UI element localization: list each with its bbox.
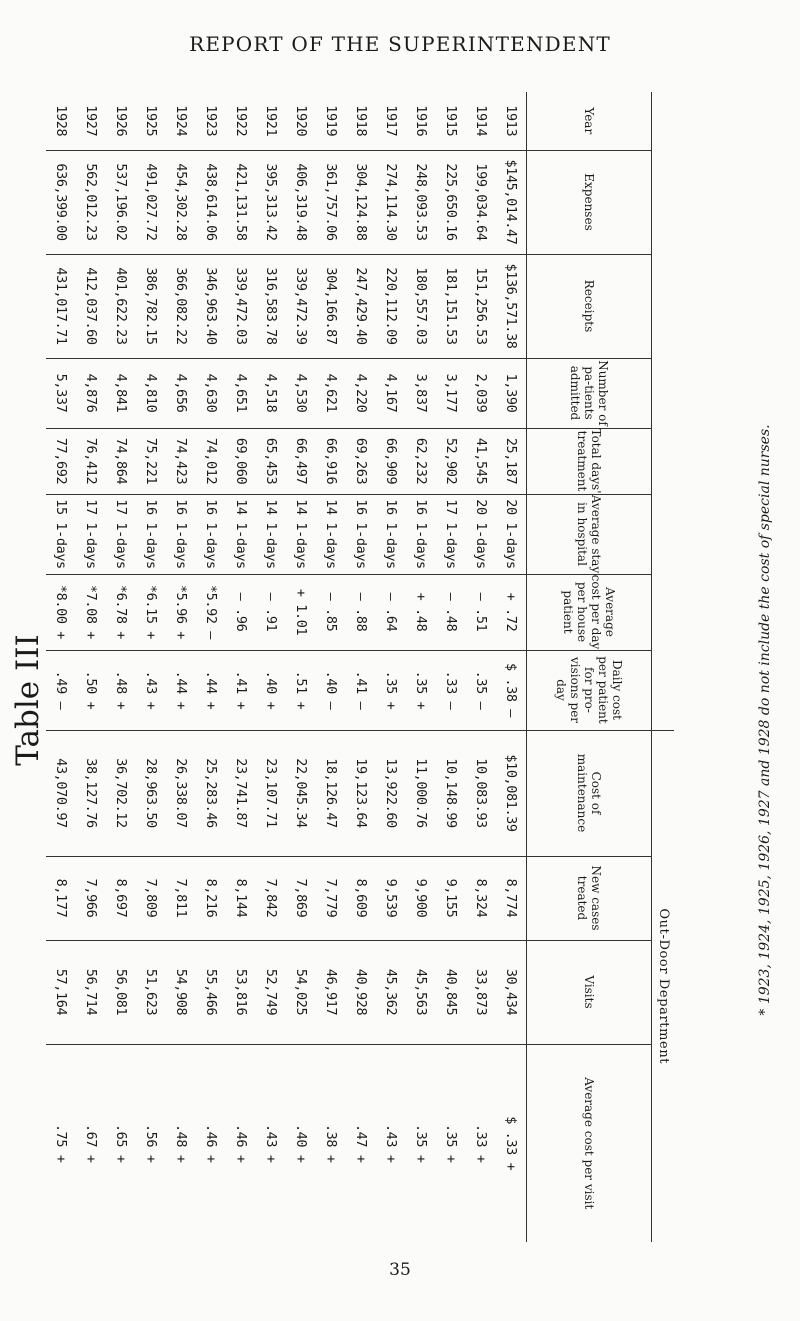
table-row (166, 92, 196, 1242)
table-row (76, 92, 106, 1242)
cell-stay: 16 1-days (166, 494, 196, 574)
cell-stay: 16 1-days (376, 494, 406, 574)
cell-patients: 4,621 (316, 358, 346, 428)
cell-expenses: 304,124.88 (346, 150, 376, 254)
cell-receipts: 180,557.03 (406, 254, 436, 358)
cell-per-visit: .67 + (76, 1044, 106, 1242)
cell-stay: 15 1-days (46, 494, 76, 574)
report-header: REPORT OF THE SUPERINTENDENT (189, 32, 611, 56)
table-row (466, 92, 496, 1242)
cell-visits: 52,749 (256, 940, 286, 1044)
cell-visits: 54,025 (286, 940, 316, 1044)
cell-patients: 1,390 (496, 358, 527, 428)
cell-receipts: 316,583.78 (256, 254, 286, 358)
cell-receipts: 247,429.40 (346, 254, 376, 358)
cell-year: 1915 (443, 105, 459, 137)
cell-days: 65,453 (256, 428, 286, 494)
cell-daily: .35 + (376, 650, 406, 730)
cell-patients: 4,167 (376, 358, 406, 428)
cell-new-cases: 9,539 (376, 856, 406, 940)
cell-days: 25,187 (496, 428, 527, 494)
table-row (346, 92, 376, 1242)
cell-days: 75,221 (136, 428, 166, 494)
cell-avg-day: + .48 (406, 574, 436, 650)
col-header-new-cases: New cases treated (527, 856, 652, 940)
cell-new-cases: 7,869 (286, 856, 316, 940)
cell-visits: 55,466 (196, 940, 226, 1044)
cell-stay: 20 1-days (466, 494, 496, 574)
cell-per-visit: .65 + (106, 1044, 136, 1242)
cell-patients: 4,518 (256, 358, 286, 428)
cell-per-visit: .38 + (316, 1044, 346, 1242)
cell-receipts: 366,082.22 (166, 254, 196, 358)
cell-new-cases: 8,697 (106, 856, 136, 940)
cell-per-visit: .35 + (436, 1044, 466, 1242)
cell-maint: 23,107.71 (256, 730, 286, 856)
cell-patients: 4,220 (346, 358, 376, 428)
cell-days: 74,012 (196, 428, 226, 494)
table-row (316, 92, 346, 1242)
cell-maint: $10,081.39 (496, 730, 527, 856)
group-header-spacer (652, 92, 675, 730)
cell-stay: 20 1-days (496, 494, 527, 574)
cell-maint: 28,963.50 (136, 730, 166, 856)
cell-visits: 45,563 (406, 940, 436, 1044)
cell-daily: .44 + (196, 650, 226, 730)
cell-expenses: 406,319.48 (286, 150, 316, 254)
cell-year: 1926 (113, 105, 129, 137)
cell-per-visit: $ .33 + (496, 1044, 527, 1242)
cell-expenses: 248,093.53 (406, 150, 436, 254)
table-row (226, 92, 256, 1242)
cell-new-cases: 8,144 (226, 856, 256, 940)
cell-avg-day: — .91 (256, 574, 286, 650)
cell-expenses: 537,196.02 (106, 150, 136, 254)
cell-maint: 43,070.97 (46, 730, 76, 856)
cell-patients: 3,837 (406, 358, 436, 428)
cell-per-visit: .35 + (406, 1044, 436, 1242)
cell-daily: .41 — (346, 650, 376, 730)
cell-new-cases: 8,177 (46, 856, 76, 940)
cell-daily: .48 + (106, 650, 136, 730)
cell-daily: .33 — (436, 650, 466, 730)
cell-visits: 51,623 (136, 940, 166, 1044)
table-row (496, 92, 527, 1242)
cell-avg-day: *7.08 + (76, 574, 106, 650)
cell-year: 1917 (383, 105, 399, 137)
cell-stay: 14 1-days (226, 494, 256, 574)
col-header-visits: Visits (527, 940, 652, 1044)
cell-visits: 33,873 (466, 940, 496, 1044)
cell-stay: 16 1-days (196, 494, 226, 574)
cell-avg-day: — .96 (226, 574, 256, 650)
col-header-year: Year (527, 92, 652, 150)
cell-new-cases: 7,842 (256, 856, 286, 940)
cell-days: 66,909 (376, 428, 406, 494)
cell-receipts: $136,571.38 (496, 254, 527, 358)
cell-days: 52,902 (436, 428, 466, 494)
cell-stay: 17 1-days (76, 494, 106, 574)
cell-daily: .35 + (406, 650, 436, 730)
cell-days: 74,423 (166, 428, 196, 494)
cell-per-visit: .40 + (286, 1044, 316, 1242)
cell-per-visit: .33 + (466, 1044, 496, 1242)
cell-avg-day: — .85 (316, 574, 346, 650)
cell-new-cases: 7,811 (166, 856, 196, 940)
cell-stay: 14 1-days (316, 494, 346, 574)
cell-daily: .49 — (46, 650, 76, 730)
cell-maint: 25,283.46 (196, 730, 226, 856)
cell-per-visit: .46 + (226, 1044, 256, 1242)
cell-maint: 10,148.99 (436, 730, 466, 856)
cell-per-visit: .75 + (46, 1044, 76, 1242)
cell-avg-day: *6.78 + (106, 574, 136, 650)
cell-visits: 56,081 (106, 940, 136, 1044)
cell-expenses: 454,302.28 (166, 150, 196, 254)
cell-patients: 4,876 (76, 358, 106, 428)
cell-stay: 14 1-days (286, 494, 316, 574)
cell-receipts: 151,256.53 (466, 254, 496, 358)
cell-maint: 19,123.64 (346, 730, 376, 856)
cell-expenses: 274,114.30 (376, 150, 406, 254)
cell-avg-day: — .88 (346, 574, 376, 650)
cell-patients: 4,656 (166, 358, 196, 428)
cell-receipts: 431,017.71 (46, 254, 76, 358)
table-row (256, 92, 286, 1242)
table-row (436, 92, 466, 1242)
cell-per-visit: .56 + (136, 1044, 166, 1242)
cell-daily: .41 + (226, 650, 256, 730)
cell-patients: 2,039 (466, 358, 496, 428)
col-header-stay: Average stay in hospital (527, 494, 652, 574)
cell-maint: 18,126.47 (316, 730, 346, 856)
cell-expenses: $145,014.47 (496, 150, 527, 254)
table-body (46, 92, 527, 1242)
cell-patients: 4,630 (196, 358, 226, 428)
cell-daily: .40 + (256, 650, 286, 730)
cell-stay: 17 1-days (436, 494, 466, 574)
cell-daily: .43 + (136, 650, 166, 730)
cell-days: 77,692 (46, 428, 76, 494)
cell-maint: 23,741.87 (226, 730, 256, 856)
table-title: Table III (10, 634, 46, 766)
cell-visits: 40,928 (346, 940, 376, 1044)
cell-year: 1922 (233, 105, 249, 137)
cell-patients: 4,651 (226, 358, 256, 428)
cell-patients: 3,177 (436, 358, 466, 428)
cell-avg-day: + .72 (496, 574, 527, 650)
cell-year: 1925 (143, 105, 159, 137)
table-row (286, 92, 316, 1242)
cell-year: 1920 (293, 105, 309, 137)
cell-expenses: 421,131.58 (226, 150, 256, 254)
cell-new-cases: 9,900 (406, 856, 436, 940)
cell-days: 69,263 (346, 428, 376, 494)
cell-patients: 5,337 (46, 358, 76, 428)
cell-new-cases: 8,774 (496, 856, 527, 940)
cell-per-visit: .46 + (196, 1044, 226, 1242)
cell-avg-day: *6.15 + (136, 574, 166, 650)
cell-new-cases: 8,609 (346, 856, 376, 940)
cell-receipts: 412,037.60 (76, 254, 106, 358)
cell-daily: .35 — (466, 650, 496, 730)
col-header-daily: Daily cost per patient for pro-visions per day (527, 650, 652, 730)
cell-year: 1927 (83, 105, 99, 137)
table-row (46, 92, 76, 1242)
cell-year: 1919 (323, 105, 339, 137)
cell-expenses: 438,614.06 (196, 150, 226, 254)
cell-receipts: 386,782.15 (136, 254, 166, 358)
cell-days: 74,864 (106, 428, 136, 494)
cell-per-visit: .48 + (166, 1044, 196, 1242)
cell-per-visit: .47 + (346, 1044, 376, 1242)
cell-days: 69,060 (226, 428, 256, 494)
cell-stay: 16 1-days (406, 494, 436, 574)
table-row (196, 92, 226, 1242)
page-number: 35 (389, 1260, 411, 1280)
cell-visits: 53,816 (226, 940, 256, 1044)
cell-maint: 38,127.76 (76, 730, 106, 856)
cell-maint: 10,083.93 (466, 730, 496, 856)
cell-year: 1924 (173, 105, 189, 137)
cell-receipts: 346,963.40 (196, 254, 226, 358)
footnote: * 1923, 1924, 1925, 1926, 1927 and 1928 do not include the cost of special nurses. (757, 424, 773, 1016)
cell-visits: 45,362 (376, 940, 406, 1044)
col-header-receipts: Receipts (527, 254, 652, 358)
cell-receipts: 339,472.39 (286, 254, 316, 358)
cell-stay: 17 1-days (106, 494, 136, 574)
table-row (376, 92, 406, 1242)
col-header-expenses: Expenses (527, 150, 652, 254)
cell-maint: 26,338.07 (166, 730, 196, 856)
cell-expenses: 395,313.42 (256, 150, 286, 254)
table-row (406, 92, 436, 1242)
cell-expenses: 562,012.23 (76, 150, 106, 254)
statistics-table (46, 92, 674, 1242)
table-row (106, 92, 136, 1242)
cell-avg-day: — .48 (436, 574, 466, 650)
cell-expenses: 225,650.16 (436, 150, 466, 254)
cell-avg-day: *8.00 + (46, 574, 76, 650)
cell-expenses: 636,399.00 (46, 150, 76, 254)
cell-daily: .51 + (286, 650, 316, 730)
cell-daily: .40 — (316, 650, 346, 730)
cell-avg-day: *5.96 + (166, 574, 196, 650)
cell-avg-day: + 1.01 (286, 574, 316, 650)
cell-avg-day: — .64 (376, 574, 406, 650)
table-frame (53, 92, 674, 1242)
col-header-patients: Number of pa-tients admitted (527, 358, 652, 428)
table-row (136, 92, 166, 1242)
cell-visits: 56,714 (76, 940, 106, 1044)
cell-days: 62,232 (406, 428, 436, 494)
cell-avg-day: *5.92 — (196, 574, 226, 650)
cell-year: 1918 (353, 105, 369, 137)
col-header-maint: Cost of maintenance (527, 730, 652, 856)
cell-expenses: 199,034.64 (466, 150, 496, 254)
cell-patients: 4,810 (136, 358, 166, 428)
cell-visits: 40,845 (436, 940, 466, 1044)
cell-new-cases: 7,809 (136, 856, 166, 940)
cell-expenses: 361,757.06 (316, 150, 346, 254)
cell-receipts: 339,472.03 (226, 254, 256, 358)
cell-maint: 36,702.12 (106, 730, 136, 856)
cell-year: 1913 (503, 105, 519, 137)
column-header-row (527, 92, 652, 1242)
cell-per-visit: .43 + (256, 1044, 286, 1242)
cell-days: 66,916 (316, 428, 346, 494)
cell-new-cases: 9,155 (436, 856, 466, 940)
cell-receipts: 401,622.23 (106, 254, 136, 358)
cell-stay: 14 1-days (256, 494, 286, 574)
cell-stay: 16 1-days (346, 494, 376, 574)
cell-year: 1916 (413, 105, 429, 137)
cell-daily: .44 + (166, 650, 196, 730)
cell-maint: 22,045.34 (286, 730, 316, 856)
cell-daily: $ .38 — (496, 650, 527, 730)
cell-new-cases: 7,966 (76, 856, 106, 940)
cell-per-visit: .43 + (376, 1044, 406, 1242)
cell-visits: 30,434 (496, 940, 527, 1044)
cell-receipts: 304,166.87 (316, 254, 346, 358)
group-header-outdoor: Out-Door Department (652, 730, 675, 1242)
col-header-per-visit: Average cost per visit (527, 1044, 652, 1242)
cell-receipts: 181,151.53 (436, 254, 466, 358)
cell-maint: 11,000.76 (406, 730, 436, 856)
col-header-days: Total days' treatment (527, 428, 652, 494)
cell-new-cases: 8,324 (466, 856, 496, 940)
cell-daily: .50 + (76, 650, 106, 730)
cell-patients: 4,841 (106, 358, 136, 428)
cell-stay: 16 1-days (136, 494, 166, 574)
cell-year: 1923 (203, 105, 219, 137)
cell-expenses: 491,027.72 (136, 150, 166, 254)
cell-year: 1914 (473, 105, 489, 137)
cell-visits: 57,164 (46, 940, 76, 1044)
cell-receipts: 220,112.09 (376, 254, 406, 358)
cell-days: 76,412 (76, 428, 106, 494)
cell-patients: 4,530 (286, 358, 316, 428)
col-header-avg-day: Average cost per day per house patient (527, 574, 652, 650)
cell-days: 66,497 (286, 428, 316, 494)
cell-maint: 13,922.60 (376, 730, 406, 856)
cell-year: 1928 (53, 105, 69, 137)
cell-visits: 54,908 (166, 940, 196, 1044)
cell-avg-day: — .51 (466, 574, 496, 650)
rotated-table-container (53, 92, 674, 1242)
cell-days: 41,545 (466, 428, 496, 494)
cell-year: 1921 (263, 105, 279, 137)
cell-new-cases: 7,779 (316, 856, 346, 940)
cell-visits: 46,917 (316, 940, 346, 1044)
cell-new-cases: 8,216 (196, 856, 226, 940)
